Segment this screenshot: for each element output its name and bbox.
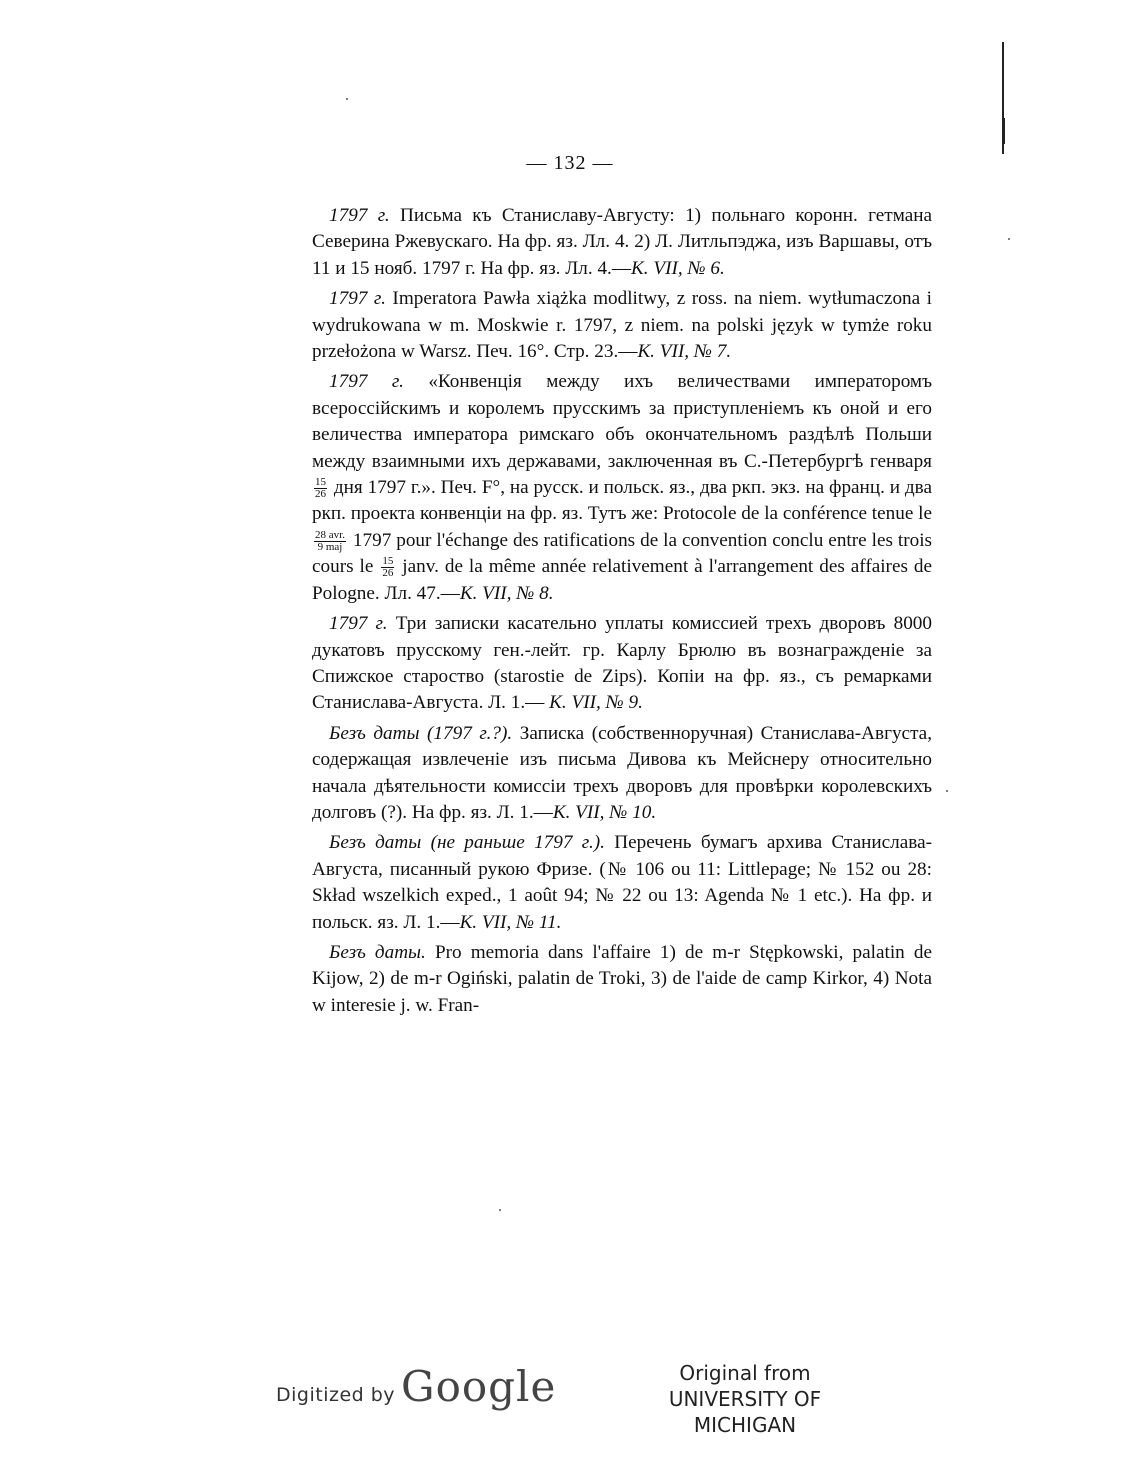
entry-reference: К. VII, № 9.	[549, 692, 643, 714]
entry-text: Письма къ Станиславу-Августу: 1) польнаго коронн. гетмана Северина Ржевускаго. На фр. яз. Лл. 4. 2) Л. Литльпэджа, изъ Варшавы, отъ 11 и 15 нояб. 1797 г. На фр. яз. Лл. 4.—	[312, 205, 933, 279]
entry-reference: К. VII, № 10.	[552, 801, 657, 823]
archive-entry	[312, 286, 932, 365]
entry-reference: К. VII, № 11.	[459, 911, 562, 933]
digitized-label: Digitized by	[276, 1384, 396, 1406]
entry-text: Записка (собственноручная) Станислава-Августа, содержащая извлеченіе изъ письма Дивова къ Мейснеру относительно начала дѣятельности комиссіи трехъ дворовъ для провѣрки королевскихъ долговъ (?). На фр. яз. Л. 1.—	[312, 722, 932, 823]
fraction-date	[381, 556, 394, 579]
scan-speck	[946, 790, 948, 792]
entry-text: Imperatora Pawła xiążka modlitwy, z ross. na niem. wytłumaczona i wydrukowana w m. Moskwie r. 1797, z niem. na polski język w tymże roku przełożona w Warsz. Печ. 16°. Стр. 23.—	[312, 288, 932, 363]
entry-date: 1797 г.	[329, 205, 390, 226]
scan-edge-line-short	[1004, 118, 1005, 144]
entry-date: Безъ даты (1797 г.?).	[329, 722, 513, 744]
entry-text: 1797 pour l'échange des ratifications de la convention conclu entre les trois cours le	[312, 529, 932, 578]
fraction-date	[314, 530, 346, 553]
entry-text: Перечень бумагъ архива Станислава-Августа, писанный рукою Фризе. (№ 106 ou 11: Littlepage; № 152 ou 28: Skład wszelkich exped., 1 août 94; № 22 ou 13: Agenda № 1 etc.). На фр. и польск. яз. Л. 1.—	[312, 832, 932, 933]
archive-entry	[312, 830, 932, 936]
digitized-by-google-watermark	[276, 1362, 556, 1411]
archive-entry	[312, 611, 932, 717]
entry-date: Безъ даты (не раньше 1797 г.).	[329, 832, 605, 854]
scan-speck	[346, 98, 348, 100]
entry-text: «Конвенція между ихъ величествами императоромъ всероссійскимъ и королемъ прусскимъ за приступленіемъ къ оной и его величества императора римскаго объ окончательномъ раздѣлѣ Польши между взаимными ихъ державами, заключенная въ С.-Петербургѣ генваря	[312, 371, 932, 472]
entry-reference: К. VII, № 7.	[637, 341, 732, 363]
entry-date: Безъ даты.	[329, 941, 426, 963]
original-from-label: Original from	[679, 1361, 811, 1385]
archive-entry	[312, 940, 932, 1019]
entry-date: 1797 г.	[329, 613, 388, 635]
entry-reference: К. VII, № 6.	[631, 257, 725, 279]
university-name: UNIVERSITY OF MICHIGAN	[668, 1387, 822, 1437]
fraction-denominator: 26	[382, 567, 394, 580]
entry-text: Три записки касательно уплаты комиссией трехъ дворовъ 8000 дукатовъ прусскому ген.-лейт. гр. Карлу Брюлю въ вознагражденіе за Спижское староство (starostie de Zips). Копіи на фр. яз., съ ремарками Станислава-Августа. Л. 1.—	[312, 613, 932, 714]
fraction-date	[314, 477, 327, 500]
fraction-denominator: 9 maj	[317, 540, 343, 553]
fraction-numerator: 15	[382, 555, 394, 568]
document-body	[312, 203, 932, 1023]
archive-entry	[312, 203, 932, 282]
entry-text: Pro memoria dans l'affaire 1) de m-r Stępkowski, palatin de Kijow, 2) de m-r Ogiński, palatin de Troki, 3) de l'aide de camp Kirkor, 4) Nota w interesie j. w. Fran-	[312, 941, 932, 1016]
archive-entry	[312, 369, 932, 607]
entry-text: janv. de la même année relativement à l'arrangement des affaires de Pologne. Лл. 47.—	[312, 556, 933, 604]
scan-speck	[499, 1209, 501, 1211]
entry-text: дня 1797 г.». Печ. F°, на русск. и польск. яз., два ркп. экз. на франц. и два ркп. проекта конвенціи на фр. яз. Тутъ же: Protocole de la conférence tenue le	[312, 477, 932, 525]
entry-reference: К. VII, № 8.	[459, 582, 554, 604]
fraction-denominator: 26	[315, 488, 326, 501]
fraction-numerator: 15	[315, 476, 326, 489]
entry-date: 1797 г.	[329, 371, 404, 393]
google-logo: Google	[401, 1362, 557, 1411]
archive-entry	[312, 721, 932, 827]
fraction-numerator: 28 avr.	[315, 528, 345, 541]
entry-date: 1797 г.	[329, 288, 386, 310]
source-attribution	[620, 1360, 870, 1438]
scan-speck	[1008, 238, 1010, 240]
page-number: — 132 —	[526, 152, 614, 174]
